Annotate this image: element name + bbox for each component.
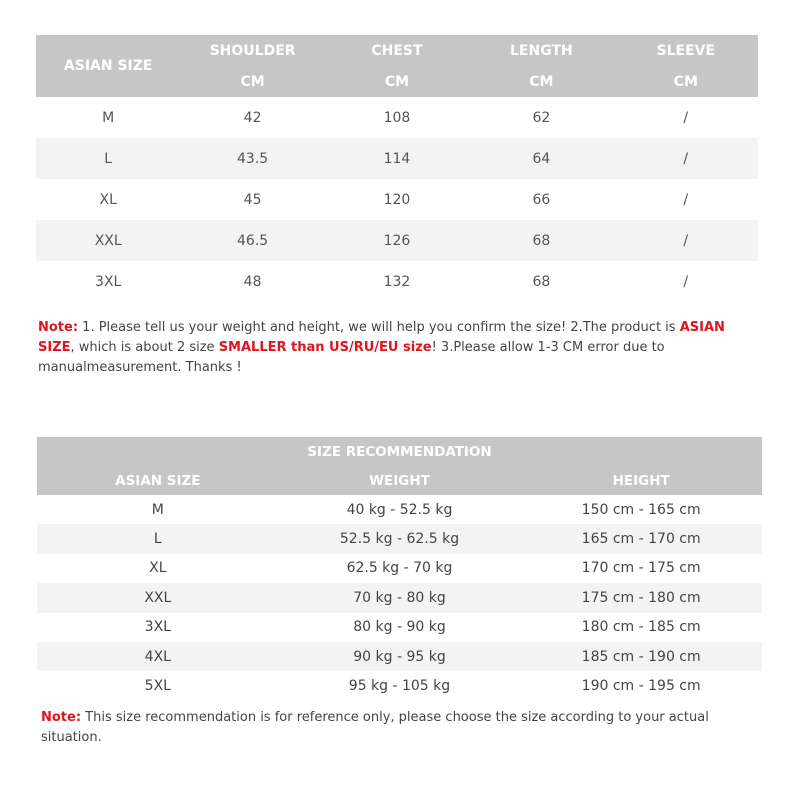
cell-size: 3XL xyxy=(144,619,171,636)
cell-weight: 52.5 kg - 62.5 kg xyxy=(279,524,521,553)
recommendation-title-row xyxy=(37,437,762,466)
header-length-unit: CM xyxy=(469,66,613,97)
table-row xyxy=(37,524,762,553)
cell-weight: 40 kg - 52.5 kg xyxy=(346,501,453,518)
header-length: LENGTH xyxy=(469,35,613,66)
table-row xyxy=(36,138,758,179)
cell-chest: 132 xyxy=(383,273,411,290)
cell-size: XL xyxy=(149,560,167,577)
header-sleeve-unit: CM xyxy=(614,66,758,97)
cell-size: M xyxy=(102,109,115,126)
cell-sleeve: / xyxy=(683,273,689,290)
table-row xyxy=(37,671,762,700)
table-row xyxy=(37,642,762,671)
cell-chest: 120 xyxy=(383,191,411,208)
smaller-size-highlight: SMALLER than US/RU/EU size xyxy=(218,340,432,355)
header-weight: WEIGHT xyxy=(279,466,521,495)
cell-weight: 70 kg - 80 kg xyxy=(279,583,521,612)
cell-height: 165 cm - 170 cm xyxy=(520,524,762,553)
cell-size: XXL xyxy=(37,583,279,612)
cell-sleeve: / xyxy=(614,138,758,179)
note-label: Note: xyxy=(41,710,82,725)
cell-height: 180 cm - 185 cm xyxy=(581,619,701,636)
cell-sleeve: / xyxy=(683,109,689,126)
asian-size-highlight: ASIAN SIZE xyxy=(38,320,725,355)
table-row xyxy=(36,97,758,138)
cell-height: 170 cm - 175 cm xyxy=(581,560,701,577)
header-asian-size: ASIAN SIZE xyxy=(36,35,180,97)
cell-height: 150 cm - 165 cm xyxy=(581,501,701,518)
note-text: This size recommendation is for reference only, please choose the size according to your actual situation. xyxy=(41,710,709,745)
cell-length: 66 xyxy=(532,191,551,208)
header-height: HEIGHT xyxy=(520,466,762,495)
cell-weight: 95 kg - 105 kg xyxy=(348,678,451,695)
header-shoulder: SHOULDER xyxy=(180,35,324,66)
note-text-part-1: 1. Please tell us your weight and height, we will help you confirm the size! 2.The product is xyxy=(78,320,680,335)
cell-length: 64 xyxy=(469,138,613,179)
recommendation-header-row xyxy=(37,466,762,495)
recommendation-note xyxy=(41,708,766,748)
table-row xyxy=(37,554,762,583)
table-row xyxy=(37,583,762,612)
note-label: Note: xyxy=(38,320,79,335)
note-text-part-2: , which is about 2 size xyxy=(70,340,219,355)
cell-shoulder: 46.5 xyxy=(180,220,324,261)
cell-weight: 90 kg - 95 kg xyxy=(279,642,521,671)
note-text-part-3: ! 3.Please allow 1-3 CM error due to manualmeasurement. Thanks ! xyxy=(38,340,665,375)
cell-length: 68 xyxy=(532,273,551,290)
cell-length: 62 xyxy=(532,109,551,126)
header-asian-size: ASIAN SIZE xyxy=(37,466,279,495)
size-recommendation-table xyxy=(37,437,762,701)
table-row xyxy=(36,220,758,261)
cell-size: XL xyxy=(99,191,117,208)
cell-shoulder: 45 xyxy=(243,191,262,208)
cell-size: 4XL xyxy=(37,642,279,671)
cell-size: 3XL xyxy=(95,273,122,290)
header-chest: CHEST xyxy=(325,35,469,66)
cell-size: L xyxy=(37,524,279,553)
cell-sleeve: / xyxy=(683,191,689,208)
cell-sleeve: / xyxy=(614,220,758,261)
cell-shoulder: 42 xyxy=(243,109,262,126)
cell-height: 185 cm - 190 cm xyxy=(520,642,762,671)
size-chart-table xyxy=(36,35,758,302)
table-row xyxy=(37,613,762,642)
header-sleeve: SLEEVE xyxy=(614,35,758,66)
header-shoulder-unit: CM xyxy=(180,66,324,97)
cell-size: L xyxy=(36,138,180,179)
cell-chest: 114 xyxy=(325,138,469,179)
cell-size: XXL xyxy=(36,220,180,261)
table-row xyxy=(37,495,762,524)
cell-height: 175 cm - 180 cm xyxy=(520,583,762,612)
cell-chest: 126 xyxy=(325,220,469,261)
cell-shoulder: 43.5 xyxy=(180,138,324,179)
table-row xyxy=(36,261,758,302)
size-chart-note xyxy=(38,318,763,378)
cell-size: 5XL xyxy=(144,678,171,695)
size-chart-header-row-1 xyxy=(36,35,758,66)
cell-size: M xyxy=(151,501,164,518)
cell-shoulder: 48 xyxy=(243,273,262,290)
cell-weight: 80 kg - 90 kg xyxy=(353,619,446,636)
table-row xyxy=(36,179,758,220)
recommendation-title: SIZE RECOMMENDATION xyxy=(37,437,762,466)
cell-weight: 62.5 kg - 70 kg xyxy=(346,560,453,577)
header-chest-unit: CM xyxy=(325,66,469,97)
cell-chest: 108 xyxy=(383,109,411,126)
cell-height: 190 cm - 195 cm xyxy=(581,678,701,695)
cell-length: 68 xyxy=(469,220,613,261)
